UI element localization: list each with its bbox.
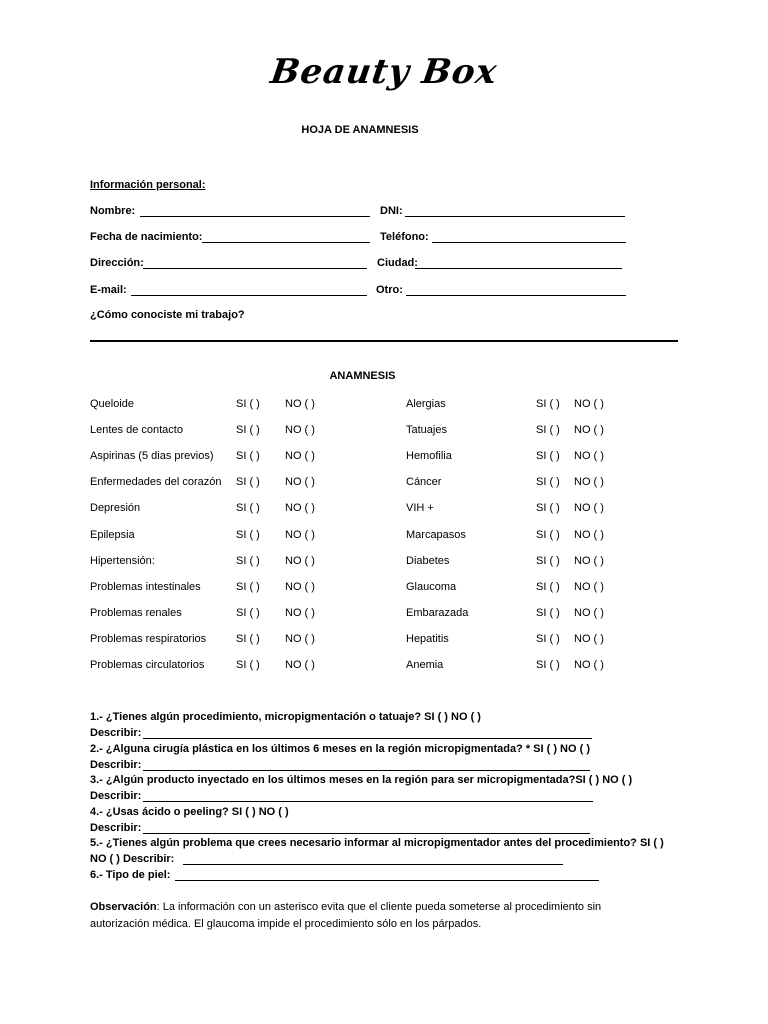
describe-label: Describir: — [90, 759, 142, 771]
checkbox-no-left[interactable]: NO ( ) — [285, 529, 315, 541]
checkbox-no-left[interactable]: NO ( ) — [285, 398, 315, 410]
condition-label-left: Epilepsia — [90, 529, 135, 541]
checkbox-no-right[interactable]: NO ( ) — [574, 476, 604, 488]
observation-text: : La información con un asterisco evita que el cliente pueda someterse al procedimiento sin autorización médica. El glaucoma impide el procedimiento sólo en los párpados. — [90, 901, 602, 930]
checkbox-si-left[interactable]: SI ( ) — [236, 450, 260, 462]
checkbox-no-left[interactable]: NO ( ) — [285, 502, 315, 514]
checkbox-si-right[interactable]: SI ( ) — [536, 607, 560, 619]
checkbox-si-left[interactable]: SI ( ) — [236, 633, 260, 645]
answer-field-line[interactable] — [175, 880, 599, 881]
checkbox-si-right[interactable]: SI ( ) — [536, 581, 560, 593]
phone-field-line[interactable] — [432, 242, 626, 243]
checkbox-si-left[interactable]: SI ( ) — [236, 555, 260, 567]
answer-field-line[interactable] — [143, 738, 592, 739]
checkbox-si-right[interactable]: SI ( ) — [536, 659, 560, 671]
condition-label-left: Problemas circulatorios — [90, 659, 205, 671]
condition-label-right: Glaucoma — [406, 581, 457, 593]
condition-label-left: Hipertensión: — [90, 555, 155, 567]
condition-label-right: Alergias — [406, 398, 446, 410]
checkbox-no-left[interactable]: NO ( ) — [285, 659, 315, 671]
condition-label-left: Problemas respiratorios — [90, 633, 207, 645]
describe-label: Describir: — [90, 727, 142, 739]
logo: Beauty Box — [268, 52, 500, 92]
observation — [90, 899, 650, 933]
condition-label-right: VIH + — [406, 502, 434, 514]
how-found-label: ¿Cómo conociste mi trabajo? — [90, 309, 245, 321]
condition-label-right: Cáncer — [406, 476, 442, 488]
checkbox-no-left[interactable]: NO ( ) — [285, 424, 315, 436]
condition-label-right: Hepatitis — [406, 633, 449, 645]
email-label: E-mail: — [90, 284, 127, 296]
address-label: Dirección: — [90, 257, 144, 269]
checkbox-si-left[interactable]: SI ( ) — [236, 659, 260, 671]
checkbox-no-left[interactable]: NO ( ) — [285, 633, 315, 645]
describe-label: Describir: — [90, 790, 142, 802]
question-text: 4.- ¿Usas ácido o peeling? SI ( ) NO ( ) — [90, 806, 289, 818]
checkbox-si-left[interactable]: SI ( ) — [236, 529, 260, 541]
checkbox-no-right[interactable]: NO ( ) — [574, 581, 604, 593]
question-text: 6.- Tipo de piel: — [90, 869, 171, 881]
checkbox-no-right[interactable]: NO ( ) — [574, 555, 604, 567]
checkbox-si-left[interactable]: SI ( ) — [236, 502, 260, 514]
answer-field-line[interactable] — [183, 864, 563, 865]
name-field-line[interactable] — [140, 216, 370, 217]
condition-label-left: Aspirinas (5 dias previos) — [90, 450, 214, 462]
personal-heading: Información personal: — [90, 179, 206, 191]
how-found-field-line[interactable] — [90, 340, 678, 342]
checkbox-si-right[interactable]: SI ( ) — [536, 398, 560, 410]
checkbox-si-left[interactable]: SI ( ) — [236, 476, 260, 488]
condition-label-right: Anemia — [406, 659, 444, 671]
dni-label: DNI: — [380, 205, 403, 217]
birthdate-label: Fecha de nacimiento: — [90, 231, 203, 243]
checkbox-no-right[interactable]: NO ( ) — [574, 659, 604, 671]
checkbox-no-left[interactable]: NO ( ) — [285, 581, 315, 593]
checkbox-si-left[interactable]: SI ( ) — [236, 607, 260, 619]
checkbox-no-left[interactable]: NO ( ) — [285, 476, 315, 488]
question-text: 3.- ¿Algún producto inyectado en los últimos meses en la región para ser micropigmentada?SI ( ) NO ( ) — [90, 774, 633, 786]
checkbox-no-right[interactable]: NO ( ) — [574, 607, 604, 619]
birthdate-field-line[interactable] — [202, 242, 370, 243]
checkbox-no-right[interactable]: NO ( ) — [574, 502, 604, 514]
checkbox-si-left[interactable]: SI ( ) — [236, 398, 260, 410]
checkbox-no-left[interactable]: NO ( ) — [285, 450, 315, 462]
anamnesis-title: ANAMNESIS — [329, 370, 396, 382]
answer-field-line[interactable] — [143, 833, 590, 834]
condition-label-left: Lentes de contacto — [90, 424, 183, 436]
checkbox-si-right[interactable]: SI ( ) — [536, 633, 560, 645]
checkbox-no-left[interactable]: NO ( ) — [285, 555, 315, 567]
checkbox-si-right[interactable]: SI ( ) — [536, 502, 560, 514]
checkbox-si-right[interactable]: SI ( ) — [536, 555, 560, 567]
observation-label: Observación — [90, 901, 157, 913]
condition-label-left: Problemas renales — [90, 607, 182, 619]
checkbox-no-right[interactable]: NO ( ) — [574, 450, 604, 462]
condition-label-right: Tatuajes — [406, 424, 447, 436]
checkbox-no-right[interactable]: NO ( ) — [574, 424, 604, 436]
checkbox-no-right[interactable]: NO ( ) — [574, 398, 604, 410]
city-field-line[interactable] — [415, 268, 622, 269]
checkbox-no-right[interactable]: NO ( ) — [574, 529, 604, 541]
question-text: 5.- ¿Tienes algún problema que crees necesario informar al micropigmentador antes del procedimiento? SI ( ) — [90, 837, 664, 849]
checkbox-si-right[interactable]: SI ( ) — [536, 476, 560, 488]
city-label: Ciudad: — [377, 257, 418, 269]
question-text: NO ( ) Describir: — [90, 853, 175, 865]
condition-label-right: Diabetes — [406, 555, 450, 567]
checkbox-si-left[interactable]: SI ( ) — [236, 581, 260, 593]
condition-label-right: Embarazada — [406, 607, 469, 619]
question-text: 2.- ¿Alguna cirugía plástica en los últimos 6 meses en la región micropigmentada? * SI ( ) NO ( ) — [90, 743, 590, 755]
checkbox-no-left[interactable]: NO ( ) — [285, 607, 315, 619]
answer-field-line[interactable] — [143, 801, 593, 802]
email-field-line[interactable] — [131, 295, 367, 296]
checkbox-si-right[interactable]: SI ( ) — [536, 450, 560, 462]
condition-label-left: Depresión — [90, 502, 141, 514]
checkbox-si-left[interactable]: SI ( ) — [236, 424, 260, 436]
page-title: HOJA DE ANAMNESIS — [301, 124, 419, 136]
phone-label: Teléfono: — [380, 231, 429, 243]
describe-label: Describir: — [90, 822, 142, 834]
address-field-line[interactable] — [143, 268, 367, 269]
condition-label-left: Queloide — [90, 398, 135, 410]
dni-field-line[interactable] — [405, 216, 625, 217]
condition-label-left: Problemas intestinales — [90, 581, 201, 593]
condition-label-left: Enfermedades del corazón — [90, 476, 222, 488]
question-text: 1.- ¿Tienes algún procedimiento, micropigmentación o tatuaje? SI ( ) NO ( ) — [90, 711, 481, 723]
name-label: Nombre: — [90, 205, 136, 217]
checkbox-si-right[interactable]: SI ( ) — [536, 529, 560, 541]
answer-field-line[interactable] — [143, 770, 590, 771]
condition-label-right: Marcapasos — [406, 529, 466, 541]
condition-label-right: Hemofilia — [406, 450, 452, 462]
checkbox-no-right[interactable]: NO ( ) — [574, 633, 604, 645]
other-field-line[interactable] — [406, 295, 626, 296]
other-label: Otro: — [376, 284, 403, 296]
checkbox-si-right[interactable]: SI ( ) — [536, 424, 560, 436]
